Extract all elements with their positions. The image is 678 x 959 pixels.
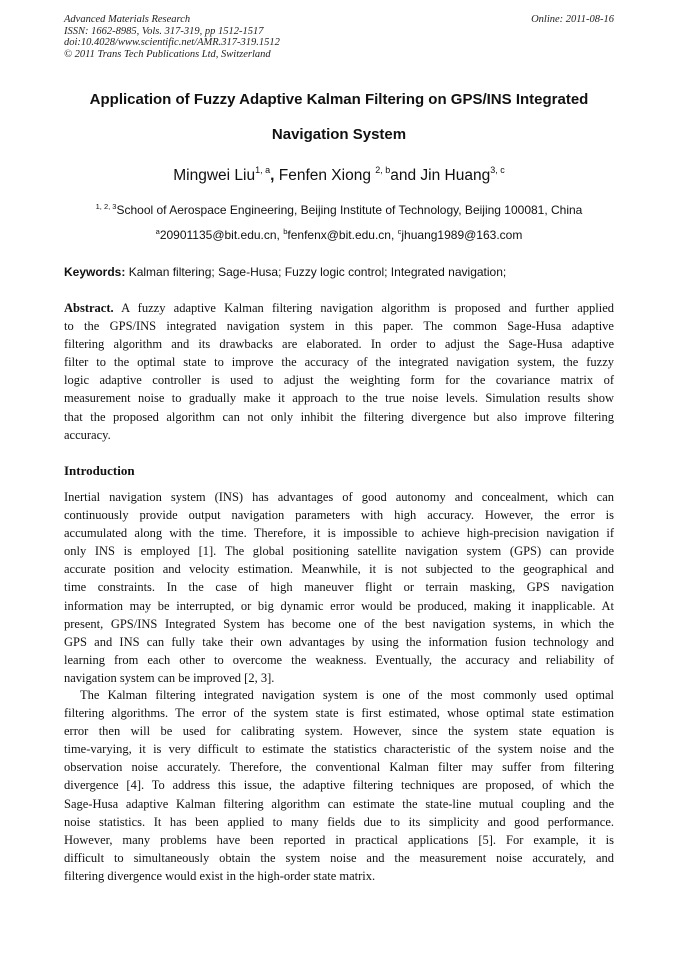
author-name: and Jin Huang xyxy=(390,167,491,184)
affiliation xyxy=(0,203,678,217)
author-affiliation-mark: 2, b xyxy=(375,165,391,175)
paragraph-line: divergence [4]. To address this issue, the adaptive filtering techniques are proposed, of which the xyxy=(64,778,614,793)
keywords xyxy=(64,265,506,279)
abstract-line: measurement noise to gradually make it approach to the true noise levels. Simulation results show xyxy=(64,391,614,406)
paragraph-line: navigation system can be improved [2, 3]. xyxy=(64,670,275,685)
abstract xyxy=(64,299,614,444)
paragraph-line: Inertial navigation system (INS) has advantages of good autonomy and concealment, which can xyxy=(64,490,614,504)
author-affiliation-mark: 3, c xyxy=(490,165,505,175)
author-separator: , xyxy=(270,167,279,184)
abstract-line: Abstract. A fuzzy adaptive Kalman filtering navigation algorithm is proposed and further applied xyxy=(64,301,614,315)
paragraph-line: only INS is employed [1]. The global positioning satellite navigation system (GPS) can provide xyxy=(64,544,614,559)
doi-line: doi:10.4028/www.scientific.net/AMR.317-319.1512 xyxy=(64,37,280,48)
paragraph-line: GPS and INS can fully take their own advantages by using the information fusion technology and xyxy=(64,634,614,649)
introduction-paragraph-1 xyxy=(64,488,614,687)
author-emails xyxy=(0,228,678,242)
abstract-line: filter to the optimal state to improve the accuracy of the integrated navigation system, the fuzzy xyxy=(64,355,614,370)
paragraph-line: continuously provide output navigation parameters with high accuracy. However, the error is xyxy=(64,508,614,523)
paper-title-line-2: Navigation System xyxy=(271,126,407,143)
paragraph-line: noise statistics. It has been applied to many fields due to its simplicity and good performance. xyxy=(64,814,614,829)
copyright-line: © 2011 Trans Tech Publications Ltd, Switzerland xyxy=(64,48,271,60)
paragraph-line: time constraints. In the case of high maneuver flight or terrain masking, GPS navigation xyxy=(64,580,614,595)
email-link[interactable]: jhuang1989@163.com xyxy=(401,228,523,242)
paragraph-line: However, many problems have been reported in practical applications [5]. For example, it is xyxy=(64,832,614,847)
email-mark: c xyxy=(397,227,402,236)
keywords-label: Keywords: xyxy=(64,265,126,279)
author-affiliation-mark: 1, a xyxy=(255,165,271,175)
affiliation-text: School of Aerospace Engineering, Beijing Institute of Technology, Beijing 100081, China xyxy=(116,203,583,217)
paragraph-line: filtering divergence would exist in the high-order state matrix. xyxy=(64,868,376,883)
paragraph-line: error then will be used for calibrating system. However, since the system state equation is xyxy=(64,724,614,739)
paragraph-line: accurate position and velocity estimation. Meanwhile, it is not subjected to the geographical and xyxy=(64,562,614,577)
keywords-text: Kalman filtering; Sage-Husa; Fuzzy logic control; Integrated navigation; xyxy=(125,265,507,279)
paragraph-line: filtering algorithms. The error of the system state is first estimated, whose optimal state estimation xyxy=(64,706,614,721)
author-list xyxy=(0,167,678,185)
abstract-line: accuracy. xyxy=(64,427,111,442)
paragraph-line: learning from each other to overcome the weakness. Eventually, the accuracy and reliability of xyxy=(64,652,614,667)
paragraph-line: present, GPS/INS Integrated System has become one of the best navigation systems, in which the xyxy=(64,616,614,631)
affiliation-mark: 1, 2, 3 xyxy=(95,202,117,211)
email-mark: b xyxy=(283,227,288,236)
paragraph-line: difficult to simultaneously obtain the system noise and the measurement noise accurately, and xyxy=(64,850,614,865)
author-name: Mingwei Liu xyxy=(173,167,256,184)
section-heading-introduction: Introduction xyxy=(64,463,135,478)
journal-header xyxy=(64,14,280,60)
paragraph-line: time-varying, it is very difficult to estimate the statistics characteristic of the system noise and the xyxy=(64,742,614,757)
journal-name: Advanced Materials Research xyxy=(64,14,191,25)
email-link[interactable]: 20901135@bit.edu.cn, xyxy=(159,228,284,242)
introduction-paragraph-2 xyxy=(64,686,614,885)
issn-line: ISSN: 1662-8985, Vols. 317-319, pp 1512-1517 xyxy=(64,25,264,37)
abstract-label: Abstract. xyxy=(64,301,114,315)
abstract-line: logic adaptive controller is used to adjust the weighting form for the covariance matrix of xyxy=(64,373,614,388)
paragraph-line: information may be interrupted, or big dynamic error would be produced, making it inapplicable. At xyxy=(64,598,614,613)
paragraph-line: accumulated along with the time. Therefore, it is impossible to achieve high-precision navigation if xyxy=(64,526,614,541)
abstract-line: to the GPS/INS integrated navigation system in this paper. The common Sage-Husa adaptive xyxy=(64,319,614,334)
author-name: Fenfen Xiong xyxy=(278,167,376,184)
abstract-line: that the proposed algorithm can not only inhibit the filtering divergence but also improve filtering xyxy=(64,409,614,424)
paragraph-line: Sage-Husa adaptive Kalman filtering algorithm can estimate the state-line mutual coupling and the xyxy=(64,796,614,811)
email-link[interactable]: fenfenx@bit.edu.cn, xyxy=(287,228,398,242)
paragraph-line: The Kalman filtering integrated navigation system is one of the most commonly used optimal xyxy=(80,688,614,702)
email-mark: a xyxy=(155,227,160,236)
online-date: Online: 2011-08-16 xyxy=(531,14,614,25)
paper-title-line-1: Application of Fuzzy Adaptive Kalman Filtering on GPS/INS Integrated xyxy=(89,91,589,108)
abstract-line: filtering algorithm and its drawbacks are elaborated. In order to adjust the Sage-Husa adaptive xyxy=(64,337,614,352)
paragraph-line: observation noise accurately. Therefore, the conventional Kalman filter may suffer from filtering xyxy=(64,760,614,775)
